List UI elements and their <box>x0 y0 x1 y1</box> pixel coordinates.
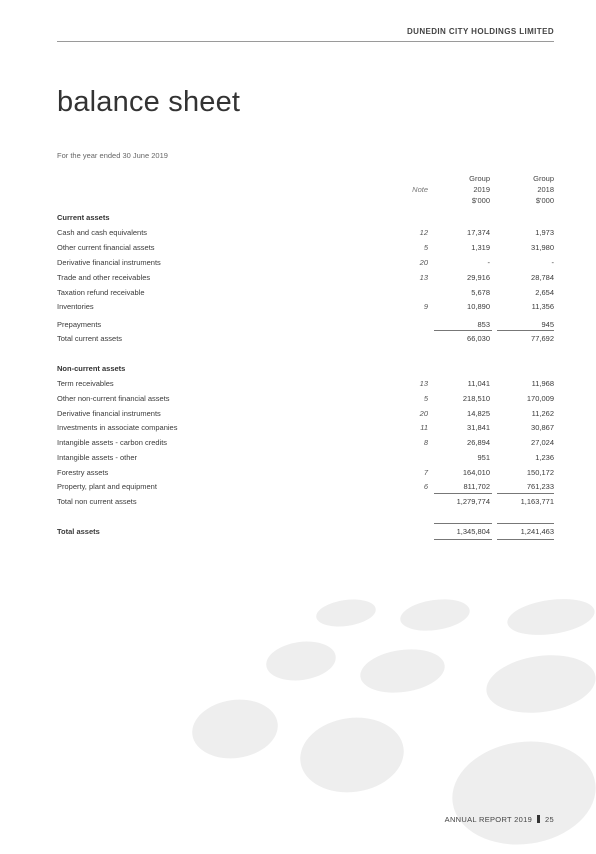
total-rule-bottom <box>497 539 554 540</box>
row-value-2019: 29,916 <box>467 273 490 282</box>
row-value-2018: 945 <box>541 320 554 329</box>
row-label: Other current financial assets <box>57 243 155 252</box>
header-divider <box>57 41 554 42</box>
row-note: 11 <box>420 423 428 432</box>
row-value-2019: 10,890 <box>467 302 490 311</box>
row-value-2018: - <box>551 258 554 267</box>
table-row <box>57 468 554 481</box>
row-label: Derivative financial instruments <box>57 409 161 418</box>
column-header-2019 <box>430 173 490 206</box>
row-value-2019: 31,841 <box>467 423 490 432</box>
row-value-2018: 761,233 <box>526 482 554 491</box>
row-value-2019: 26,894 <box>467 438 490 447</box>
row-label: Total non current assets <box>57 497 137 506</box>
row-label: Intangible assets - other <box>57 453 138 462</box>
row-value-2018: 11,262 <box>531 409 554 418</box>
section-heading-label: Non-current assets <box>57 364 126 373</box>
report-header-org: DUNEDIN CITY HOLDINGS LIMITED <box>406 27 554 36</box>
table-row <box>57 228 554 241</box>
page-title: balance sheet <box>57 86 241 118</box>
row-value-2019: 14,825 <box>467 409 490 418</box>
total-rule-top <box>434 523 492 524</box>
row-label: Forestry assets <box>57 468 109 477</box>
row-note: 8 <box>423 438 428 447</box>
row-label: Total assets <box>57 527 100 536</box>
row-value-2019: 164,010 <box>462 468 490 477</box>
row-value-2019: 1,279,774 <box>456 497 490 506</box>
row-value-2019: 218,510 <box>462 394 490 403</box>
row-value-2018: 1,236 <box>535 453 554 462</box>
row-value-2018: 2,654 <box>535 288 554 297</box>
decorative-pebble <box>264 637 339 684</box>
table-row <box>57 302 554 315</box>
row-value-2019: 66,030 <box>467 334 490 343</box>
row-value-2018: 77,692 <box>531 334 554 343</box>
column-header-2019-line3: $'000 <box>471 196 490 205</box>
row-value-2019: 17,374 <box>467 228 490 237</box>
total-rule-top <box>497 523 554 524</box>
row-value-2019: 1,319 <box>471 243 490 252</box>
row-value-2019: 853 <box>477 320 490 329</box>
decorative-pebble <box>505 594 596 640</box>
column-header-note: Note <box>412 185 428 194</box>
section-heading-current-assets <box>57 213 554 226</box>
row-value-2019: 811,702 <box>463 482 490 491</box>
column-header-2018-line2: 2018 <box>537 185 554 194</box>
row-value-2018: 28,784 <box>531 273 554 282</box>
subtotal-rule <box>497 493 554 494</box>
row-note: 20 <box>419 258 428 267</box>
total-rule-bottom <box>434 539 492 540</box>
row-note: 13 <box>419 379 428 388</box>
row-value-2018: 11,356 <box>531 302 554 311</box>
row-note: 7 <box>423 468 428 477</box>
column-header-2018-line3: $'000 <box>535 196 554 205</box>
row-label: Intangible assets - carbon credits <box>57 438 168 447</box>
table-row <box>57 288 554 301</box>
table-row <box>57 438 554 451</box>
row-value-2018: 1,163,771 <box>520 497 554 506</box>
column-header-2019-line2: 2019 <box>473 185 490 194</box>
table-row <box>57 320 554 333</box>
page-footer <box>445 815 554 824</box>
table-row <box>57 409 554 422</box>
row-value-2018: 150,172 <box>526 468 554 477</box>
row-value-2019: - <box>487 258 490 267</box>
row-value-2018: 1,973 <box>535 228 554 237</box>
column-header-2018 <box>494 173 554 206</box>
row-value-2018: 30,867 <box>531 423 554 432</box>
decorative-pebble <box>314 596 377 630</box>
row-label: Cash and cash equivalents <box>57 228 148 237</box>
row-value-2018: 170,009 <box>526 394 554 403</box>
decorative-pebble <box>398 595 471 634</box>
subtotal-row-current-assets <box>57 334 554 347</box>
decorative-pebble <box>188 694 281 763</box>
section-heading-label: Current assets <box>57 213 110 222</box>
row-note: 12 <box>419 228 428 237</box>
row-note: 20 <box>419 409 428 418</box>
row-label: Property, plant and equipment <box>57 482 157 491</box>
footer-separator <box>537 815 540 823</box>
row-value-2019: 951 <box>477 453 490 462</box>
row-value-2018: 31,980 <box>531 243 554 252</box>
table-row <box>57 379 554 392</box>
table-row <box>57 423 554 436</box>
row-label: Prepayments <box>57 320 102 329</box>
subtotal-rule <box>434 493 492 494</box>
page-subtitle: For the year ended 30 June 2019 <box>57 151 168 160</box>
row-label: Taxation refund receivable <box>57 288 145 297</box>
table-row <box>57 394 554 407</box>
decorative-pebble <box>446 732 596 853</box>
row-value-2018: 27,024 <box>531 438 554 447</box>
footer-report-name: ANNUAL REPORT 2019 <box>444 815 533 824</box>
page-number: 25 <box>545 815 554 824</box>
section-heading-non-current-assets <box>57 364 554 377</box>
row-value-2018: 1,241,463 <box>520 527 554 536</box>
decorative-pebble <box>483 649 596 720</box>
subtotal-row-non-current-assets <box>57 497 554 510</box>
row-note: 9 <box>423 302 428 311</box>
row-label: Term receivables <box>57 379 114 388</box>
table-row <box>57 453 554 466</box>
row-note: 13 <box>419 273 428 282</box>
row-label: Derivative financial instruments <box>57 258 161 267</box>
table-row <box>57 273 554 286</box>
row-value-2019: 1,345,804 <box>456 527 490 536</box>
row-value-2019: 5,678 <box>471 288 490 297</box>
column-header-2018-line1: Group <box>533 174 554 183</box>
table-row <box>57 258 554 271</box>
column-header-2019-line1: Group <box>469 174 490 183</box>
row-label: Total current assets <box>57 334 123 343</box>
subtotal-rule <box>497 330 554 331</box>
decorative-pebble <box>295 711 408 799</box>
row-label: Inventories <box>57 302 94 311</box>
row-value-2018: 11,968 <box>531 379 554 388</box>
table-row <box>57 243 554 256</box>
row-value-2019: 11,041 <box>467 379 490 388</box>
subtotal-rule <box>434 330 492 331</box>
row-note: 5 <box>423 243 428 252</box>
row-label: Other non-current financial assets <box>57 394 170 403</box>
decorative-pebble <box>357 644 447 697</box>
row-label: Trade and other receivables <box>57 273 151 282</box>
row-note: 5 <box>423 394 428 403</box>
row-note: 6 <box>423 482 428 491</box>
row-label: Investments in associate companies <box>57 423 178 432</box>
